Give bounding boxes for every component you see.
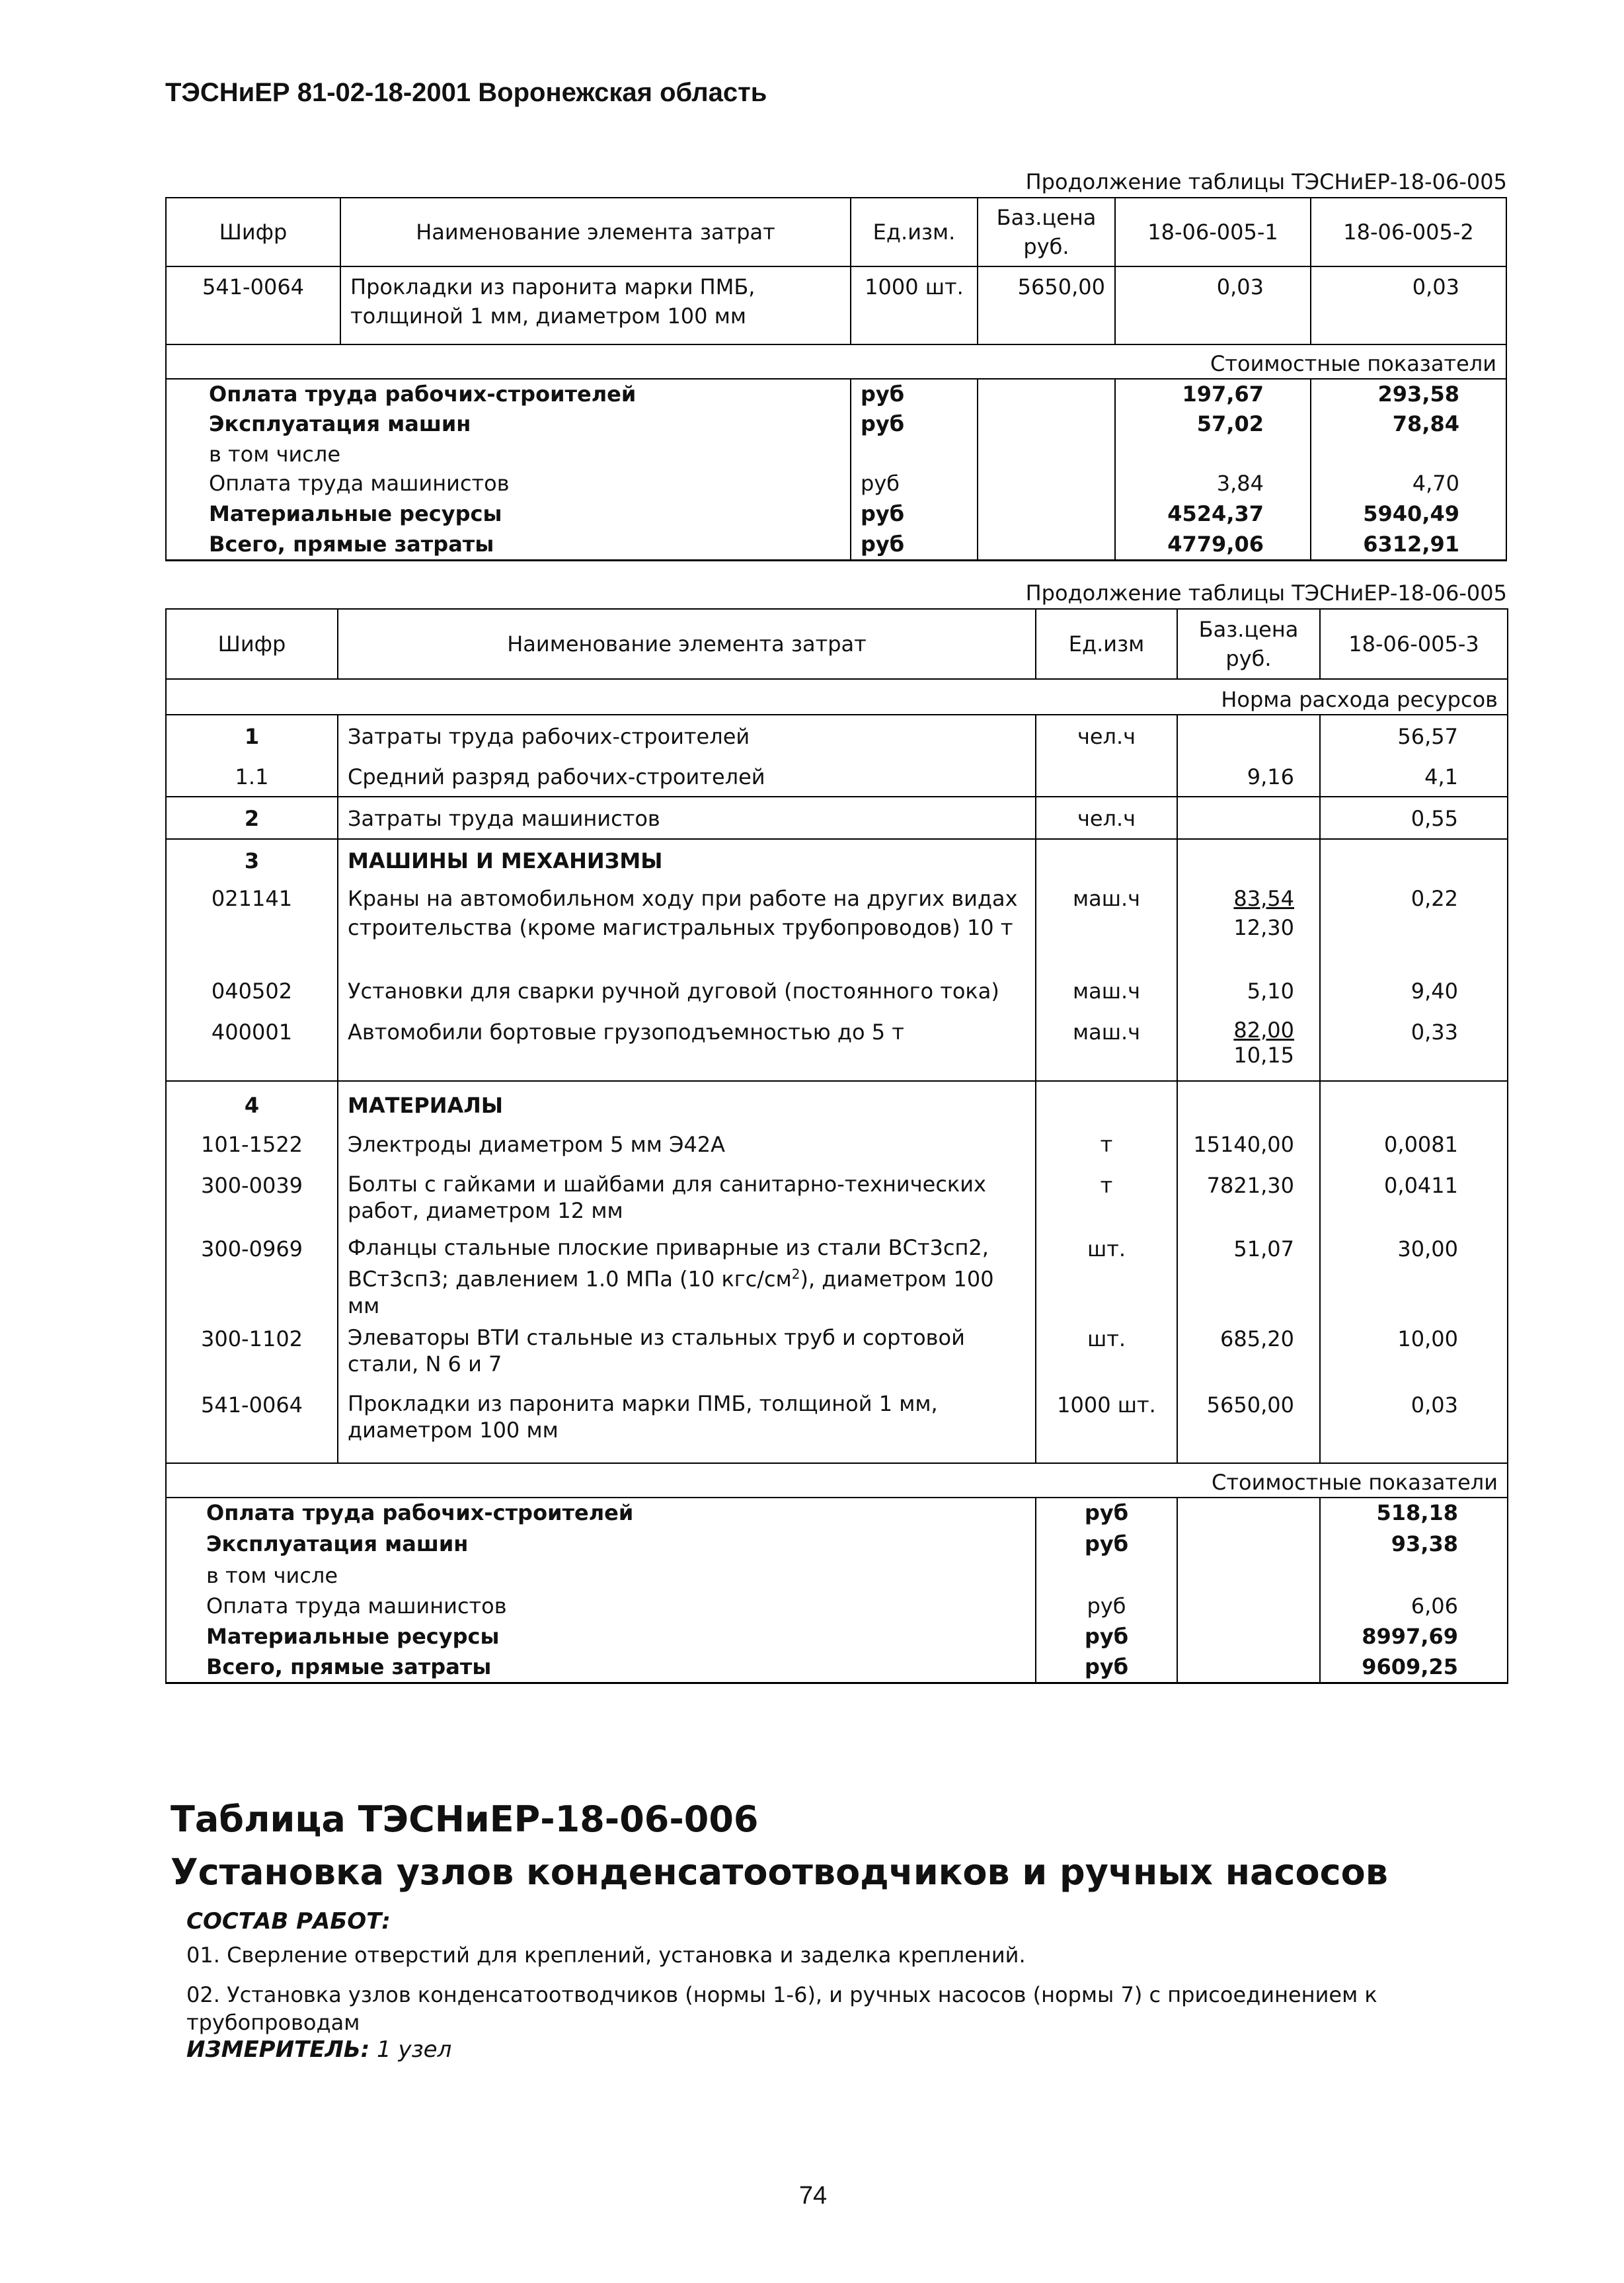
row-value: 10,00	[1320, 1324, 1508, 1390]
cost-label: Материальные ресурсы	[166, 499, 851, 530]
table-row	[166, 1130, 1508, 1171]
row-name: Автомобили бортовые грузоподъемностью до 5 т	[338, 1018, 1036, 1081]
row-unit: шт.	[1036, 1234, 1177, 1324]
row-unit: т	[1036, 1130, 1177, 1171]
row-name: Установки для сварки ручной дуговой (постоянного тока)	[338, 977, 1036, 1018]
table1	[165, 197, 1507, 561]
row-name: Прокладки из паронита марки ПМБ, толщиной 1 мм, диаметром 100 мм	[340, 266, 851, 344]
row-name: Краны на автомобильном ходу при работе на других видах строительства (кроме магистральных трубопроводов) 10 т	[338, 881, 1036, 977]
row-name: МАТЕРИАЛЫ	[338, 1081, 1036, 1130]
row-price: 82,00	[1233, 1018, 1294, 1043]
table2-cost-header: Стоимостные показатели	[166, 1463, 1508, 1498]
cost-value-1: 4779,06	[1115, 530, 1311, 560]
row-value: 56,57	[1320, 715, 1508, 756]
row-price: 7821,30	[1177, 1171, 1320, 1234]
row-code: 021141	[166, 881, 338, 977]
section-subtitle: Установка узлов конденсатоотводчиков и ручных насосов	[171, 1851, 1388, 1893]
row-name: Средний разряд рабочих-строителей	[338, 756, 1036, 797]
row-value: 0,55	[1320, 797, 1508, 839]
row-code: 2	[166, 797, 338, 839]
row-name: Фланцы стальные плоские приварные из стали ВСт3сп2, ВСт3сп3; давлением 1.0 МПа (10 кгс/$см^2$), диаметром 100 мм	[338, 1234, 1036, 1324]
table-row	[166, 1324, 1508, 1390]
table2-col-code: Шифр	[166, 609, 338, 679]
cost-unit: руб	[851, 409, 978, 440]
cost-value-2: 293,58	[1311, 379, 1506, 409]
cost-value-1: 57,02	[1115, 409, 1311, 440]
table-row	[166, 1171, 1508, 1234]
table2-norm-header: Норма расхода ресурсов	[166, 679, 1508, 715]
row-unit: 1000 шт.	[1036, 1390, 1177, 1463]
cost-unit: руб	[851, 379, 978, 409]
meter-value: 1 узел	[377, 2036, 452, 2063]
row-price: 5650,00	[978, 266, 1115, 344]
row-code: 101-1522	[166, 1130, 338, 1171]
row-code: 300-1102	[166, 1324, 338, 1390]
cost-label: Всего, прямые затраты	[166, 1652, 1036, 1683]
row-value: 30,00	[1320, 1234, 1508, 1324]
row-unit: чел.ч	[1036, 797, 1177, 839]
cost-label: Оплата труда машинистов	[166, 1591, 1036, 1622]
cost-value: 518,18	[1320, 1498, 1508, 1529]
row-value: 0,0081	[1320, 1130, 1508, 1171]
row-unit: чел.ч	[1036, 715, 1177, 756]
table1-col-norm-1: 18-06-005-1	[1115, 198, 1311, 266]
table1-continuation-note: Продолжение таблицы ТЭСНиЕР-18-06-005	[1025, 169, 1507, 194]
table1-col-code: Шифр	[166, 198, 340, 266]
cost-unit: руб	[1036, 1529, 1177, 1561]
row-price-machinist: 12,30	[1233, 915, 1294, 940]
row-name: Прокладки из паронита марки ПМБ, толщиной 1 мм, диаметром 100 мм	[338, 1390, 1036, 1463]
table1-col-unit: Ед.изм.	[851, 198, 978, 266]
table2-col-norm-3: 18-06-005-3	[1320, 609, 1508, 679]
cost-label: в том числе	[166, 440, 851, 469]
row-name: МАШИНЫ И МЕХАНИЗМЫ	[338, 839, 1036, 881]
cost-unit: руб	[851, 530, 978, 560]
row-code: 541-0064	[166, 266, 340, 344]
table2-col-unit: Ед.изм	[1036, 609, 1177, 679]
table-row	[166, 839, 1508, 881]
row-name: Затраты труда рабочих-строителей	[338, 715, 1036, 756]
row-code: 040502	[166, 977, 338, 1018]
row-unit: маш.ч	[1036, 881, 1177, 977]
table-row	[166, 1234, 1508, 1324]
table-row	[166, 1081, 1508, 1130]
row-price: 9,16	[1177, 756, 1320, 797]
row-price-machinist: 10,15	[1233, 1043, 1294, 1068]
table-row	[166, 977, 1508, 1018]
meter-label: ИЗМЕРИТЕЛЬ:	[186, 2036, 370, 2063]
page-number: 74	[798, 2182, 828, 2210]
row-price: 83,54	[1233, 886, 1294, 911]
table1-col-name: Наименование элемента затрат	[340, 198, 851, 266]
row-name: Затраты труда машинистов	[338, 797, 1036, 839]
table2-continuation-note: Продолжение таблицы ТЭСНиЕР-18-06-005	[1025, 581, 1507, 606]
cost-label: Эксплуатация машин	[166, 409, 851, 440]
row-unit: шт.	[1036, 1324, 1177, 1390]
work-item: 02. Установка узлов конденсатоотводчиков (нормы 1-6), и ручных насосов (нормы 7) с присоединением к трубопроводам	[186, 1982, 1377, 2035]
table-row	[166, 881, 1508, 977]
row-price: 685,20	[1177, 1324, 1320, 1390]
row-name: Элеваторы ВТИ стальные из стальных труб и сортовой стали, N 6 и 7	[338, 1324, 1036, 1390]
row-code: 300-0039	[166, 1171, 338, 1234]
table1-col-norm-2: 18-06-005-2	[1311, 198, 1506, 266]
cost-value-2: 6312,91	[1311, 530, 1506, 560]
table-row	[166, 1018, 1508, 1081]
row-value: 4,1	[1320, 756, 1508, 797]
cost-label: Оплата труда рабочих-строителей	[166, 379, 851, 409]
row-price: 51,07	[1177, 1234, 1320, 1324]
table2-col-name: Наименование элемента затрат	[338, 609, 1036, 679]
table2-col-price: Баз.цена руб.	[1177, 609, 1320, 679]
row-value: 0,22	[1320, 881, 1508, 977]
table-row	[166, 756, 1508, 797]
row-value: 0,0411	[1320, 1171, 1508, 1234]
cost-value: 8997,69	[1320, 1622, 1508, 1652]
cost-value-2: 78,84	[1311, 409, 1506, 440]
row-code: 1	[166, 715, 338, 756]
row-unit: т	[1036, 1171, 1177, 1234]
row-price: 5,10	[1177, 977, 1320, 1018]
cost-label: Материальные ресурсы	[166, 1622, 1036, 1652]
table1-cost-header: Стоимостные показатели	[166, 344, 1506, 379]
cost-unit: руб	[851, 469, 978, 499]
row-value: 0,33	[1320, 1018, 1508, 1081]
row-code: 541-0064	[166, 1390, 338, 1463]
cost-value-1: 197,67	[1115, 379, 1311, 409]
cost-value-2: 4,70	[1311, 469, 1506, 499]
cost-unit: руб	[1036, 1652, 1177, 1683]
cost-label: Оплата труда машинистов	[166, 469, 851, 499]
row-code: 1.1	[166, 756, 338, 797]
cost-label: Всего, прямые затраты	[166, 530, 851, 560]
row-unit: маш.ч	[1036, 1018, 1177, 1081]
table-row	[166, 1390, 1508, 1463]
table-row	[166, 266, 1506, 344]
row-unit: 1000 шт.	[851, 266, 978, 344]
row-unit: маш.ч	[1036, 977, 1177, 1018]
row-price: 5650,00	[1177, 1390, 1320, 1463]
row-value-1: 0,03	[1115, 266, 1311, 344]
row-value-2: 0,03	[1311, 266, 1506, 344]
cost-unit: руб	[1036, 1591, 1177, 1622]
cost-unit: руб	[851, 499, 978, 530]
row-code: 4	[166, 1081, 338, 1130]
cost-label: Оплата труда рабочих-строителей	[166, 1498, 1036, 1529]
cost-label: в том числе	[166, 1561, 1036, 1591]
cost-value: 93,38	[1320, 1529, 1508, 1561]
section-title: Таблица ТЭСНиЕР-18-06-006	[171, 1798, 759, 1840]
cost-value-2: 5940,49	[1311, 499, 1506, 530]
row-value: 0,03	[1320, 1390, 1508, 1463]
row-code: 400001	[166, 1018, 338, 1081]
row-code: 3	[166, 839, 338, 881]
row-name: Болты с гайками и шайбами для санитарно-технических работ, диаметром 12 мм	[338, 1171, 1036, 1234]
work-item: 01. Сверление отверстий для креплений, установка и заделка креплений.	[186, 1943, 1026, 1968]
row-value: 9,40	[1320, 977, 1508, 1018]
row-price: 15140,00	[1177, 1130, 1320, 1171]
cost-value-1: 4524,37	[1115, 499, 1311, 530]
row-name: Электроды диаметром 5 мм Э42А	[338, 1130, 1036, 1171]
cost-label: Эксплуатация машин	[166, 1529, 1036, 1561]
table-row	[166, 797, 1508, 839]
table2	[165, 608, 1508, 1684]
works-label: СОСТАВ РАБОТ:	[186, 1908, 391, 1935]
document-header: ТЭСНиЕР 81-02-18-2001 Воронежская область	[165, 78, 767, 107]
cost-value: 9609,25	[1320, 1652, 1508, 1683]
cost-value-1: 3,84	[1115, 469, 1311, 499]
cost-unit: руб	[1036, 1498, 1177, 1529]
row-code: 300-0969	[166, 1234, 338, 1324]
cost-unit: руб	[1036, 1622, 1177, 1652]
cost-value: 6,06	[1320, 1591, 1508, 1622]
meter	[186, 2036, 451, 2063]
table1-col-price: Баз.цена руб.	[978, 198, 1115, 266]
table-row	[166, 715, 1508, 756]
